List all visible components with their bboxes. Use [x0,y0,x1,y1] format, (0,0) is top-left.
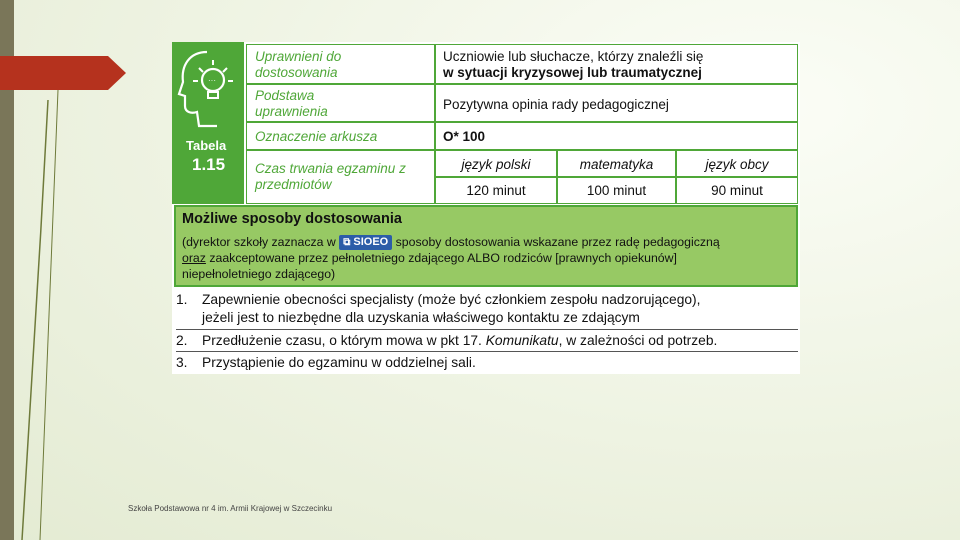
sioeo-badge [339,235,392,250]
eligible-value-2: w sytuacji kryzysowej lub traumatycznej [443,65,702,80]
red-arrow-shape [0,56,126,90]
adaptations-text-3: zaakceptowane przez pełnoletniego zdającego ALBO rodziców [prawnych opiekunów] [209,251,677,265]
duration-label: Czas trwania egzaminu z przedmiotów [255,161,406,192]
item-text: Zapewnienie obecności specjalisty (może być członkiem zespołu nadzorującego), [202,292,701,307]
adaptations-text-1: (dyrektor szkoły zaznacza w [182,235,336,249]
table-icon-panel [172,42,244,204]
exam-adaptation-table [172,42,800,374]
eligible-value-1: Uczniowie lub słuchacze, którzy znaleźli się [443,49,704,64]
list-item-2 [176,332,717,350]
item-text: Przedłużenie czasu, o którym mowa w pkt 17. [202,333,482,348]
sioeo-icon: ⧉ [343,237,351,248]
row-basis [246,84,798,122]
adaptations-box [174,205,798,287]
list-item-1 [176,291,700,327]
row-duration [246,150,798,204]
footer-text: Szkoła Podstawowa nr 4 im. Armii Krajowej w Szczecinku [128,504,333,513]
eligible-label: Uprawnieni do dostosowania [255,49,342,80]
adaptations-text-4: niepełnoletniego zdającego) [182,267,336,281]
adaptations-description [182,234,794,282]
item-text: Przystąpienie do egzaminu w oddzielnej sali. [202,355,476,370]
row-sheet [246,122,798,150]
item-divider [176,329,798,330]
item-number: 1. [176,292,188,307]
subject-math: matematyka [579,157,654,172]
basis-value: Pozytywna opinia rady pedagogicznej [443,97,669,112]
basis-label: Podstawa uprawnienia [255,88,328,119]
item-text-2: jeżeli jest to niezbędne dla uzyskania właściwego kontaktu ze zdającym [202,310,640,325]
subject-foreign: język obcy [705,157,769,172]
sheet-value: O* 100 [443,129,486,144]
item-text-italic: Komunikatu [485,333,559,348]
table-number: 1.15 [192,155,226,174]
time-polish: 120 minut [466,183,526,198]
badge-label: SIOEO [353,236,389,248]
adaptations-text-2: sposoby dostosowania wskazane przez radę pedagogiczną [395,235,720,249]
item-divider [176,351,798,352]
head-lightbulb-icon [177,48,239,134]
item-text-end: , w zależności od potrzeb. [558,333,718,348]
item-number: 2. [176,333,188,348]
sheet-label: Oznaczenie arkusza [255,129,378,144]
subject-polish: język polski [461,157,531,172]
item-number: 3. [176,355,188,370]
time-foreign: 90 minut [711,183,763,198]
adaptations-title: Możliwe sposoby dostosowania [182,211,402,227]
time-math: 100 minut [586,183,647,198]
row-eligible [246,44,798,84]
table-label: Tabela [186,138,227,153]
adaptations-oraz: oraz [182,251,206,265]
svg-text:···: ··· [208,76,216,85]
list-item-3 [176,354,476,372]
